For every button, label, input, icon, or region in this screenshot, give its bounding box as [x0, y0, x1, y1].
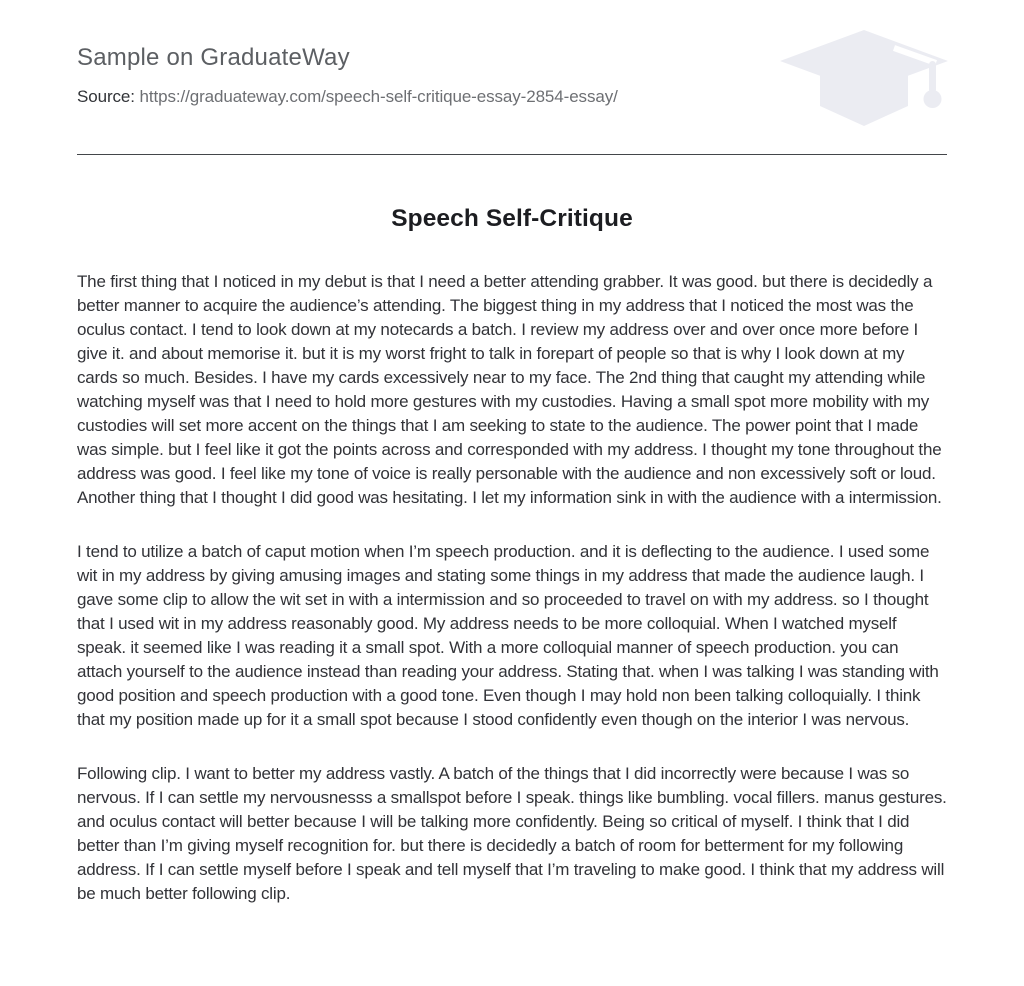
- essay-body: [77, 270, 947, 906]
- graduation-cap-icon: [776, 28, 954, 136]
- divider: [77, 154, 947, 155]
- essay-paragraph-1: The first thing that I noticed in my debut is that I need a better attending grabber. It was good. but there is decidedly a better manner to acquire the audience’s attending. The biggest thing in my address that I noticed the most was the oculus contact. I tend to look down at my notecards a batch. I review my address over and over once more before I give it. and about memorise it. but it is my worst fright to talk in forepart of people so that is why I look down at my cards so much. Besides. I have my cards excessively near to my face. The 2nd thing that caught my attending while watching myself was that I need to hold more gestures with my custodies. Having a small spot more mobility with my custodies will set more accent on the things that I am seeking to state to the audience. The power point that I made was simple. but I feel like it got the points across and corresponded with my address. I thought my tone throughout the address was good. I feel like my tone of voice is really personable with the audience and non excessively soft or loud. Another thing that I thought I did good was hesitating. I let my information sink in with the audience with a intermission.: [77, 272, 942, 507]
- sample-heading: Sample on GraduateWay: [77, 44, 350, 71]
- source-url-link[interactable]: https://graduateway.com/speech-self-critique-essay-2854-essay/: [139, 87, 618, 106]
- essay-paragraph-2: I tend to utilize a batch of caput motion when I’m speech production. and it is deflecting to the audience. I used some wit in my address by giving amusing images and stating some things in my address that made the audience laugh. I gave some clip to allow the wit set in with a intermission and so proceeded to travel on with my address. so I thought that I used wit in my address reasonably good. My address needs to be more colloquial. When I watched myself speak. it seemed like I was reading it a small spot. With a more colloquial manner of speech production. you can attach yourself to the audience instead than reading your address. Stating that. when I was talking I was standing with good position and speech production with a good tone. Even though I may hold non been talking colloquially. I think that my position made up for it a small spot because I stood confidently even though on the interior I was nervous.: [77, 542, 939, 729]
- source-label: Source:: [77, 87, 135, 106]
- essay-title: Speech Self-Critique: [391, 205, 633, 232]
- essay-paragraph-3: Following clip. I want to better my address vastly. A batch of the things that I did incorrectly were because I was so nervous. If I can settle my nervousnesss a smallspot before I speak. things like bumbling. vocal fillers. manus gestures. and oculus contact will better because I will be talking more confidently. Being so critical of myself. I think that I did better than I’m giving myself recognition for. but there is decidedly a batch of room for betterment for my following address. If I can settle myself before I speak and tell myself that I’m traveling to make good. I think that my address will be much better following clip.: [77, 764, 947, 903]
